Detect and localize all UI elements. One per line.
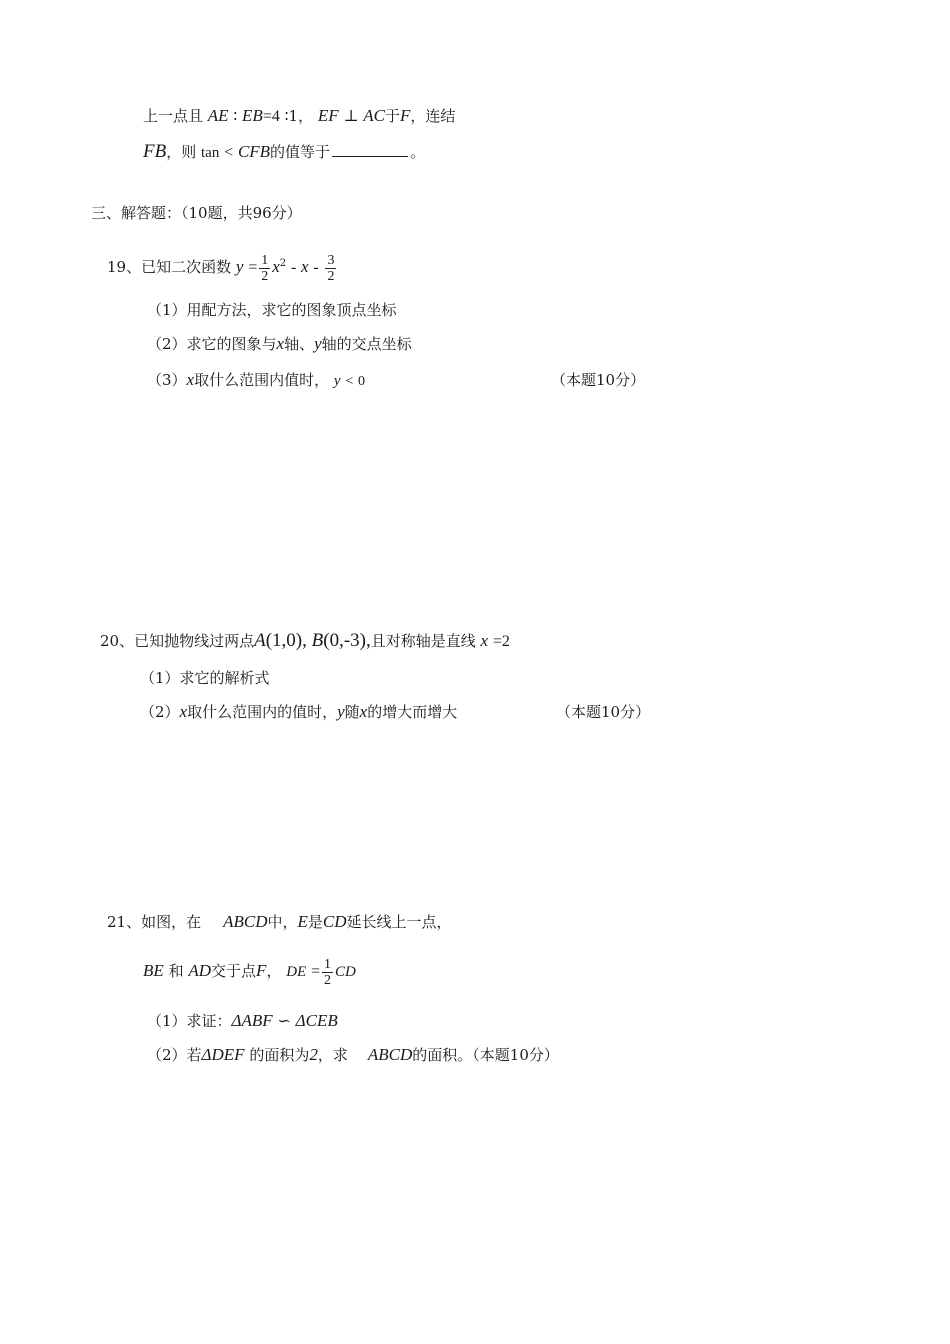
math: AD <box>188 961 212 980</box>
q19-part1: （1）用配方法，求它的图象顶点坐标 <box>147 301 397 319</box>
text: 21、如图，在 <box>107 913 202 931</box>
math: (1,0), <box>265 630 307 651</box>
q20-stem <box>100 631 510 652</box>
text: 交于点 <box>211 962 257 980</box>
text: 的增大而增大 <box>367 703 458 721</box>
math: EB <box>242 106 263 125</box>
q21-stem-line2 <box>143 951 356 992</box>
math: - <box>313 259 319 276</box>
text: 的值等于 <box>270 143 331 161</box>
math: CFB <box>237 142 271 161</box>
text: ， <box>266 962 282 980</box>
math: AE <box>207 106 229 125</box>
denominator: 2 <box>324 972 332 988</box>
q19-score: （本题10分） <box>551 371 646 389</box>
math: x <box>179 702 188 721</box>
text: 轴的交点坐标 <box>321 335 412 353</box>
text: 于 <box>385 107 401 125</box>
math: FB <box>143 141 167 162</box>
math: y <box>314 334 322 353</box>
math: ΔCEB <box>295 1011 338 1030</box>
q19-part2 <box>147 334 412 354</box>
math: y <box>235 257 244 276</box>
math: =2 <box>492 633 510 650</box>
text: 延长线上一点， <box>346 913 452 931</box>
text: 1， <box>288 107 314 125</box>
text: ，连结 <box>410 107 456 125</box>
math: x <box>301 257 309 276</box>
q21-part2 <box>147 1045 559 1065</box>
numerator: 1 <box>261 252 269 268</box>
math: EF <box>317 106 339 125</box>
math: x <box>480 631 489 650</box>
q20-score: （本题10分） <box>556 703 651 721</box>
text: 19、已知二次函数 <box>107 258 232 276</box>
text: 是 <box>307 913 323 931</box>
math: ⊥ <box>343 108 359 125</box>
text: 20、已知抛物线过两点 <box>100 632 255 650</box>
text: （2） <box>140 703 180 721</box>
math: BE <box>143 961 164 980</box>
numerator: 1 <box>324 956 332 972</box>
text: 。 <box>410 143 426 161</box>
section-heading: 三、解答题：（10题，共96分） <box>91 204 302 222</box>
math: B <box>311 630 324 651</box>
text: （1）求证： <box>147 1012 232 1030</box>
math: x <box>359 702 368 721</box>
q19-stem <box>107 244 338 288</box>
text: （3） <box>147 371 187 389</box>
text: 的面积。（本题10分） <box>412 1046 559 1064</box>
q21-stem-line1 <box>107 912 452 932</box>
math: 2 <box>309 1045 318 1064</box>
text: 和 <box>168 962 184 980</box>
math: E <box>297 912 308 931</box>
math: ABCD <box>367 1045 413 1064</box>
exponent: 2 <box>279 258 287 269</box>
math: A <box>254 630 266 651</box>
text: 随 <box>344 703 360 721</box>
text: 中， <box>267 913 298 931</box>
math: (0,-3), <box>323 630 371 651</box>
math: DE <box>286 964 307 980</box>
ratio-colon: ∶ <box>233 107 238 125</box>
ratio-colon: ∶ <box>284 107 289 125</box>
math: x <box>276 334 285 353</box>
q19-part3 <box>147 370 365 392</box>
text: 且对称轴是直线 <box>370 632 476 650</box>
math: ABCD <box>223 912 268 931</box>
denominator: 2 <box>261 268 269 284</box>
math: < <box>224 144 234 161</box>
math: ∽ <box>277 1013 291 1030</box>
math: CD <box>322 912 347 931</box>
math: F <box>400 106 411 125</box>
fraction-one-half <box>322 957 333 988</box>
math: CD <box>335 964 356 980</box>
math: - <box>290 259 297 276</box>
fraction-three-halves <box>325 253 336 284</box>
text: 上一点且 <box>143 107 204 125</box>
math: y <box>337 702 345 721</box>
denominator: 2 <box>327 268 335 284</box>
math: ΔDEF <box>201 1045 245 1064</box>
q18-line1 <box>143 106 455 127</box>
math: y <box>333 373 341 389</box>
q20-part1: （1）求它的解析式 <box>140 669 270 687</box>
math: x <box>186 370 195 389</box>
math: F <box>256 961 267 980</box>
q20-part2 <box>140 702 457 722</box>
text: 取什么范围内值时， <box>194 371 330 389</box>
math: = <box>311 963 321 980</box>
math: x <box>272 257 280 276</box>
math: =4 <box>262 108 280 125</box>
math: ΔABF <box>231 1011 273 1030</box>
q21-part1 <box>147 1011 338 1032</box>
math: < <box>345 374 354 389</box>
text: ，则 <box>166 143 197 161</box>
text: （2）求它的图象与 <box>147 335 277 353</box>
fraction-one-half <box>259 253 270 284</box>
text: 轴、 <box>284 335 315 353</box>
math: tan <box>201 145 220 161</box>
math: AC <box>363 106 385 125</box>
text: （2）若 <box>147 1046 202 1064</box>
text: 的面积为 <box>249 1046 310 1064</box>
math: 0 <box>358 374 366 389</box>
q18-line2 <box>143 142 425 163</box>
answer-blank[interactable] <box>332 142 408 157</box>
numerator: 3 <box>327 252 335 268</box>
text: ，求 <box>317 1046 348 1064</box>
text: 取什么范围内的值时， <box>187 703 338 721</box>
math: = <box>248 259 258 276</box>
